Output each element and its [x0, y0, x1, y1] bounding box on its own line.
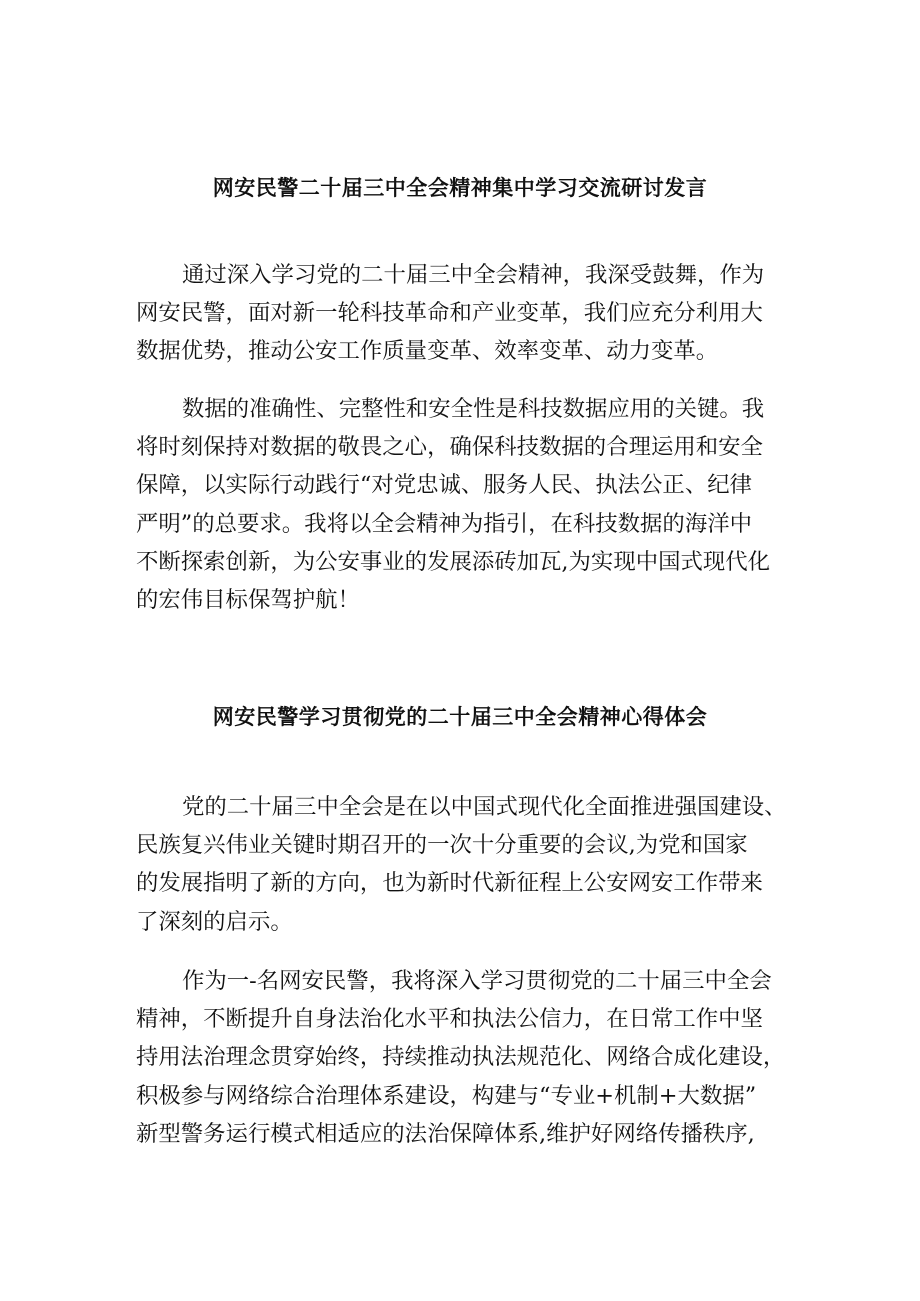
paragraph-line: 将时刻保持对数据的敬畏之心，确保科技数据的合理运用和安全 — [136, 434, 763, 461]
paragraph-line: 的发展指明了新的方向，也为新时代新征程上公安网安工作带来 — [136, 870, 763, 897]
paragraph-line: 保障，以实际行动践行“对党忠诚、服务人民、执法公正、纪律 — [136, 472, 752, 499]
paragraph-line: 网安民警，面对新一轮科技革命和产业变革，我们应充分利用大 — [136, 300, 763, 327]
paragraph-line: 持用法治理念贯穿始终，持续推动执法规范化、网络合成化建设， — [136, 1044, 786, 1071]
section-1-paragraph-1 — [136, 256, 796, 371]
paragraph-line: 严明”的总要求。我将以全会精神为指引，在科技数据的海洋中 — [136, 510, 752, 537]
paragraph-line: 不断探索创新，为公安事业的发展添砖加瓦,为实现中国式现代化 — [136, 548, 771, 575]
paragraph-line: 作为一-名网安民警，我将深入学习贯彻党的二十届三中全会 — [182, 968, 772, 994]
section-2-paragraph-1 — [136, 788, 796, 941]
paragraph-line: 党的二十届三中全会是在以中国式现代化全面推进强国建设、 — [182, 794, 787, 820]
section-2-paragraph-2 — [136, 962, 796, 1153]
section-1-title: 网安民警二十届三中全会精神集中学习交流研讨发言 — [212, 176, 708, 200]
paragraph-line: 数据的准确性、完整性和安全性是科技数据应用的关键。我 — [182, 396, 765, 422]
paragraph-line: 民族复兴伟业关键时期召开的一次十分重要的会议,为党和国家 — [136, 832, 748, 859]
section-1-paragraph-2 — [136, 390, 796, 619]
paragraph-line: 的宏伟目标保驾护航！ — [136, 586, 360, 613]
paragraph-line: 数据优势，推动公安工作质量变革、效率变革、动力变革。 — [136, 338, 719, 365]
paragraph-line: 新型警务运行模式相适应的法治保障体系,维护好网络传播秩序, — [136, 1120, 755, 1147]
paragraph-line: 了深刻的启示。 — [136, 908, 293, 935]
paragraph-line: 积极参与网络综合治理体系建设，构建与“专业+机制+大数据” — [136, 1082, 757, 1109]
section-2-title: 网安民警学习贯彻党的二十届三中全会精神心得体会 — [212, 705, 708, 729]
paragraph-line: 精神，不断提升自身法治化水平和执法公信力，在日常工作中坚 — [136, 1006, 763, 1033]
paragraph-line: 通过深入学习党的二十届三中全会精神，我深受鼓舞，作为 — [182, 262, 765, 288]
